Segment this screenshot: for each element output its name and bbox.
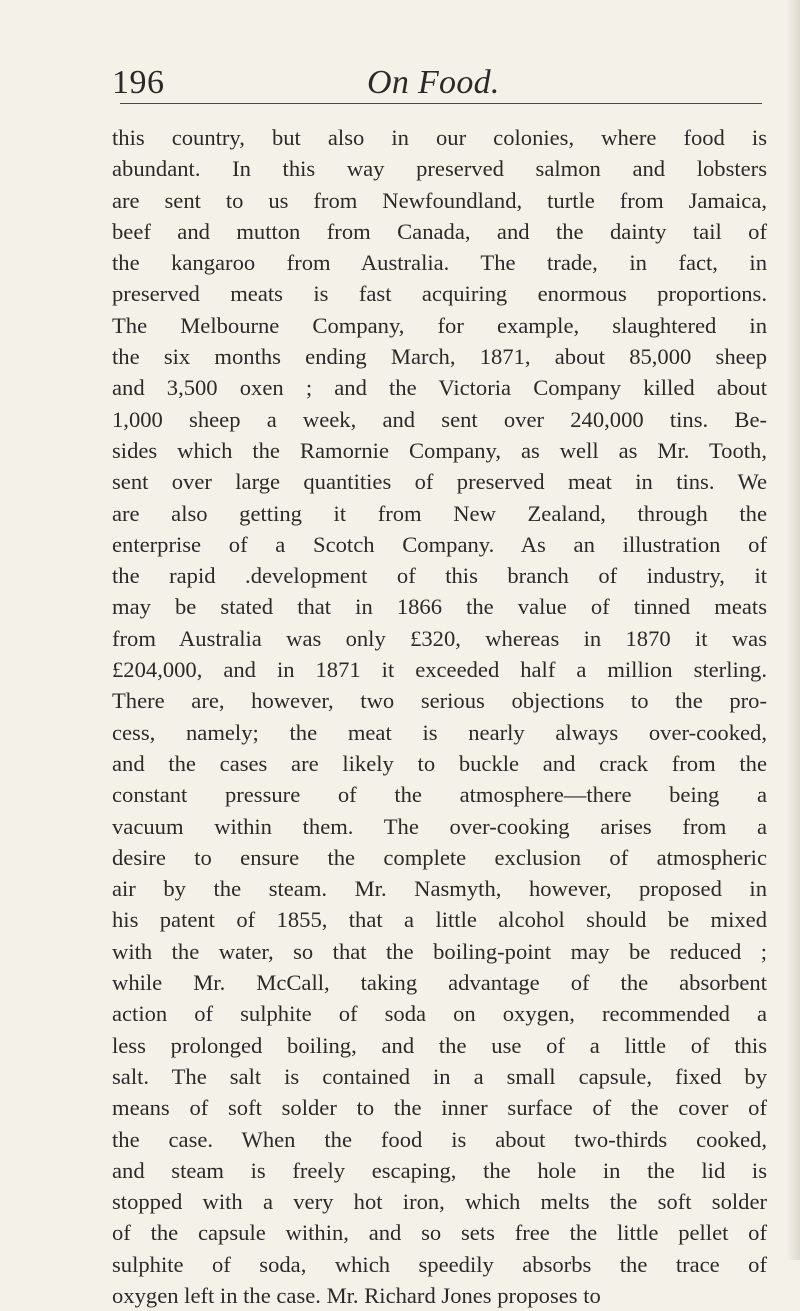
running-title: On Food. — [367, 64, 500, 101]
text-line: his patent of 1855, that a little alcohol should be mixed — [112, 907, 767, 933]
text-line: abundant. In this way preserved salmon and lobsters — [112, 156, 767, 182]
text-line: 1,000 sheep a week, and sent over 240,000 tins. Be- — [112, 406, 767, 432]
body-paragraph — [112, 122, 767, 1311]
text-line: from Australia was only £320, whereas in 1870 it was — [112, 625, 767, 651]
text-line: enterprise of a Scotch Company. As an illustration of — [112, 531, 767, 557]
text-line: of the capsule within, and so sets free the little pellet of — [112, 1220, 767, 1246]
page-number: 196 — [112, 64, 165, 101]
text-line: cess, namely; the meat is nearly always over-cooked, — [112, 719, 767, 745]
text-line: sent over large quantities of preserved meat in tins. We — [112, 469, 767, 495]
text-line: may be stated that in 1866 the value of tinned meats — [112, 594, 767, 620]
text-line: means of soft solder to the inner surface of the cover of — [112, 1095, 767, 1121]
text-line: and steam is freely escaping, the hole in the lid is — [112, 1157, 767, 1183]
text-line: are sent to us from Newfoundland, turtle from Jamaica, — [112, 187, 767, 213]
text-line: £204,000, and in 1871 it exceeded half a million sterling. — [112, 657, 767, 683]
text-line: while Mr. McCall, taking advantage of the absorbent — [112, 970, 767, 996]
text-line: preserved meats is fast acquiring enormous proportions. — [112, 281, 767, 307]
text-line: action of sulphite of soda on oxygen, recommended a — [112, 1001, 767, 1027]
text-line: and the cases are likely to buckle and crack from the — [112, 750, 767, 776]
header-rule — [120, 103, 762, 104]
text-line: the case. When the food is about two-thirds cooked, — [112, 1126, 767, 1152]
text-line: less prolonged boiling, and the use of a little of this — [112, 1032, 767, 1058]
text-line: sulphite of soda, which speedily absorbs the trace of — [112, 1251, 767, 1277]
text-line: the six months ending March, 1871, about 85,000 sheep — [112, 344, 767, 370]
text-line: desire to ensure the complete exclusion of atmospheric — [112, 844, 767, 870]
text-line: the rapid .development of this branch of industry, it — [112, 563, 767, 589]
text-line: are also getting it from New Zealand, through the — [112, 500, 767, 526]
text-line: this country, but also in our colonies, where food is — [112, 125, 767, 150]
text-line: the kangaroo from Australia. The trade, in fact, in — [112, 250, 767, 276]
text-line: stopped with a very hot iron, which melts the soft solder — [112, 1189, 767, 1215]
text-line: The Melbourne Company, for example, slaughtered in — [112, 312, 767, 338]
text-line: oxygen left in the case. Mr. Richard Jones proposes to — [112, 1282, 601, 1308]
text-line: with the water, so that the boiling-point may be reduced ; — [112, 938, 767, 964]
text-line: vacuum within them. The over-cooking arises from a — [112, 813, 767, 839]
page-header — [112, 58, 762, 104]
text-line: salt. The salt is contained in a small capsule, fixed by — [112, 1063, 767, 1089]
text-line: air by the steam. Mr. Nasmyth, however, proposed in — [112, 876, 767, 902]
text-line: sides which the Ramornie Company, as well as Mr. Tooth, — [112, 437, 767, 463]
text-line: There are, however, two serious objections to the pro- — [112, 688, 767, 714]
page-edge-shadow — [786, 0, 800, 1260]
text-line: constant pressure of the atmosphere—there being a — [112, 782, 767, 808]
text-line: and 3,500 oxen ; and the Victoria Company killed about — [112, 375, 767, 401]
text-line: beef and mutton from Canada, and the dainty tail of — [112, 218, 767, 244]
